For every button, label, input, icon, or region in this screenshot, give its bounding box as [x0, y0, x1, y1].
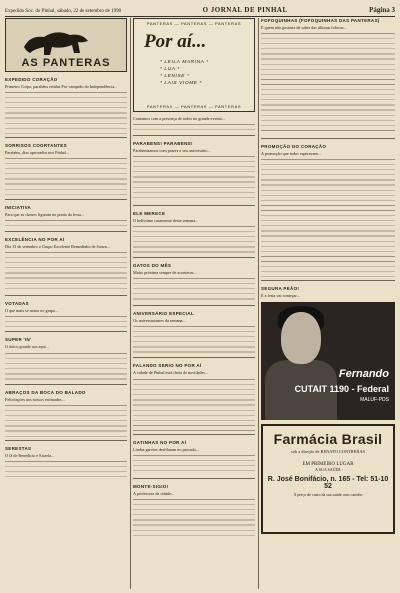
ad-address: R. José Bonifácio, n. 165 - Tel: 51-10 52	[267, 476, 389, 491]
candidate-number: CUTAIT 1190 - Federal	[294, 384, 389, 395]
article-heading: SEGURA PEÃO!	[261, 286, 300, 292]
columns	[5, 18, 395, 589]
article-text: O que mais se notou no grupo...	[5, 308, 59, 314]
masthead-page-number: Página 3	[369, 6, 395, 14]
article-text: E quem não gostaria de saber das últimas fofocas...	[261, 25, 347, 30]
article-text: Dia 13 de setembro o Grupo Excelente Remedinho de Souza...	[5, 244, 110, 250]
article-heading: EXPEDIDO CORAÇÃO	[5, 77, 58, 82]
article-heading: ABRAÇOS DA BOCA DO BALADO	[5, 389, 86, 395]
article-heading: SERESTAS	[5, 445, 32, 451]
article	[5, 337, 127, 380]
panteras-logo	[5, 18, 127, 72]
article	[133, 263, 255, 302]
article-text: O belíssimo casamento desta semana...	[133, 218, 199, 224]
article-text: Muito próxima sempre de acontecer...	[133, 270, 197, 276]
article-text: A promoção que todos esperavam...	[261, 151, 321, 157]
article-text: A professora da cidade...	[133, 490, 175, 496]
article	[5, 205, 127, 228]
article-text: Para que as classes figuram no ponto da festa...	[5, 212, 84, 218]
por-ai-title: Por aí...	[144, 31, 207, 52]
article	[133, 116, 255, 132]
column-3	[261, 18, 395, 589]
article-text: Parabéns, dias aprovados nos Pinhal...	[5, 150, 69, 156]
ad-footer: À preço de custo da sua saúde com carinho	[293, 492, 363, 498]
article-heading: FOFOQUINHAS (FOFOQUINHAS DAS PANTERAS)	[261, 18, 380, 23]
article	[5, 77, 127, 134]
article-heading: PARABENS! PARABENS!	[133, 141, 193, 147]
article	[133, 141, 255, 202]
article-heading: GATOS DO MÊS	[133, 263, 172, 269]
article-heading: PROMOÇÃO DO CORAÇÃO	[261, 144, 327, 150]
masthead-publication: O JORNAL DE PINHAL	[202, 6, 288, 14]
panther-icon	[22, 25, 90, 57]
column-divider	[258, 18, 259, 589]
article	[133, 484, 255, 537]
article-heading: MONTE-SIGIO!	[133, 483, 169, 489]
masthead-edition: Expedido Soc. do Pinhal, sábado, 22 de setembro de 1990	[5, 9, 122, 14]
article-text: Lindas garotas desfilaram no passado...	[133, 446, 199, 452]
article	[261, 286, 395, 298]
ad-line: A SUA SAÚDE	[315, 467, 341, 473]
logo-text: AS PANTERAS	[21, 57, 111, 69]
article-heading: EXCELÊNCIA NO POR AÍ	[5, 237, 65, 243]
column-2	[133, 18, 255, 589]
article-heading: SORRISOS COORTANTES	[5, 143, 67, 149]
column-divider	[130, 18, 131, 589]
article	[261, 18, 395, 135]
article	[5, 390, 127, 437]
article-heading: VOTADAS	[5, 301, 29, 307]
article	[5, 301, 127, 328]
article-text: Primeiro Corpo, parabéns retidas Pro-campeão do Independência...	[5, 84, 118, 89]
article-text: Felicitações aos nossos estimados...	[5, 396, 65, 402]
column-1	[5, 18, 127, 589]
candidate-party: MALUF-PDS	[360, 397, 389, 404]
por-ai-name: * LEILA MARINA *	[160, 60, 209, 65]
por-ai-band: PANTERAS — PANTERAS — PANTERAS	[146, 21, 242, 26]
article-text: Parabenizamos com prazer o seu aniversário...	[133, 148, 211, 154]
article-heading: GATINHAS NO POR AÍ	[133, 439, 187, 445]
article-text: Contamos com a presença de todos no grande evento...	[133, 116, 225, 121]
article-heading: ANIVERSÁRIO ESPECIAL	[133, 311, 195, 317]
article	[5, 143, 127, 196]
article-text: O único grande aos aqui...	[5, 344, 49, 350]
article-heading: INICIATIVA	[5, 205, 32, 211]
candidate-photo	[261, 302, 395, 420]
por-ai-name: * LENISE *	[160, 74, 190, 79]
article-text: E a festa vai começar...	[261, 293, 300, 299]
candidate-name: Fernando	[338, 368, 389, 381]
article-text: A cidade de Pinhal está cheia de novidades...	[133, 370, 209, 376]
por-ai-name: * LAIS VIOME *	[160, 81, 202, 86]
article-heading: FALANDO SERIO NO POR AÍ	[133, 363, 202, 369]
article	[133, 211, 255, 254]
pharmacy-ad	[261, 424, 395, 534]
por-ai-name: * LUA *	[160, 67, 180, 72]
article	[133, 363, 255, 430]
article	[5, 237, 127, 292]
ad-subtitle: sob a direção de RENATO CONTRERAS	[291, 449, 365, 455]
article-heading: SUPER 'IN'	[5, 337, 32, 343]
article	[261, 144, 395, 277]
article	[133, 440, 255, 475]
por-ai-box	[133, 18, 255, 112]
article	[133, 311, 255, 354]
ad-line: EM PRIMEIRO LUGAR	[302, 462, 354, 468]
ad-title: Farmácia Brasil	[273, 431, 383, 448]
article-text: O fã de Benedicto e Estrela...	[5, 452, 55, 458]
article	[5, 446, 127, 479]
article-heading: ELE MERECE	[133, 211, 166, 217]
masthead	[5, 4, 395, 17]
por-ai-band: PANTERAS — PANTERAS — PANTERAS	[146, 104, 242, 109]
por-ai-names	[160, 59, 209, 87]
article-text: Os aniversariantes da semana...	[133, 318, 186, 324]
